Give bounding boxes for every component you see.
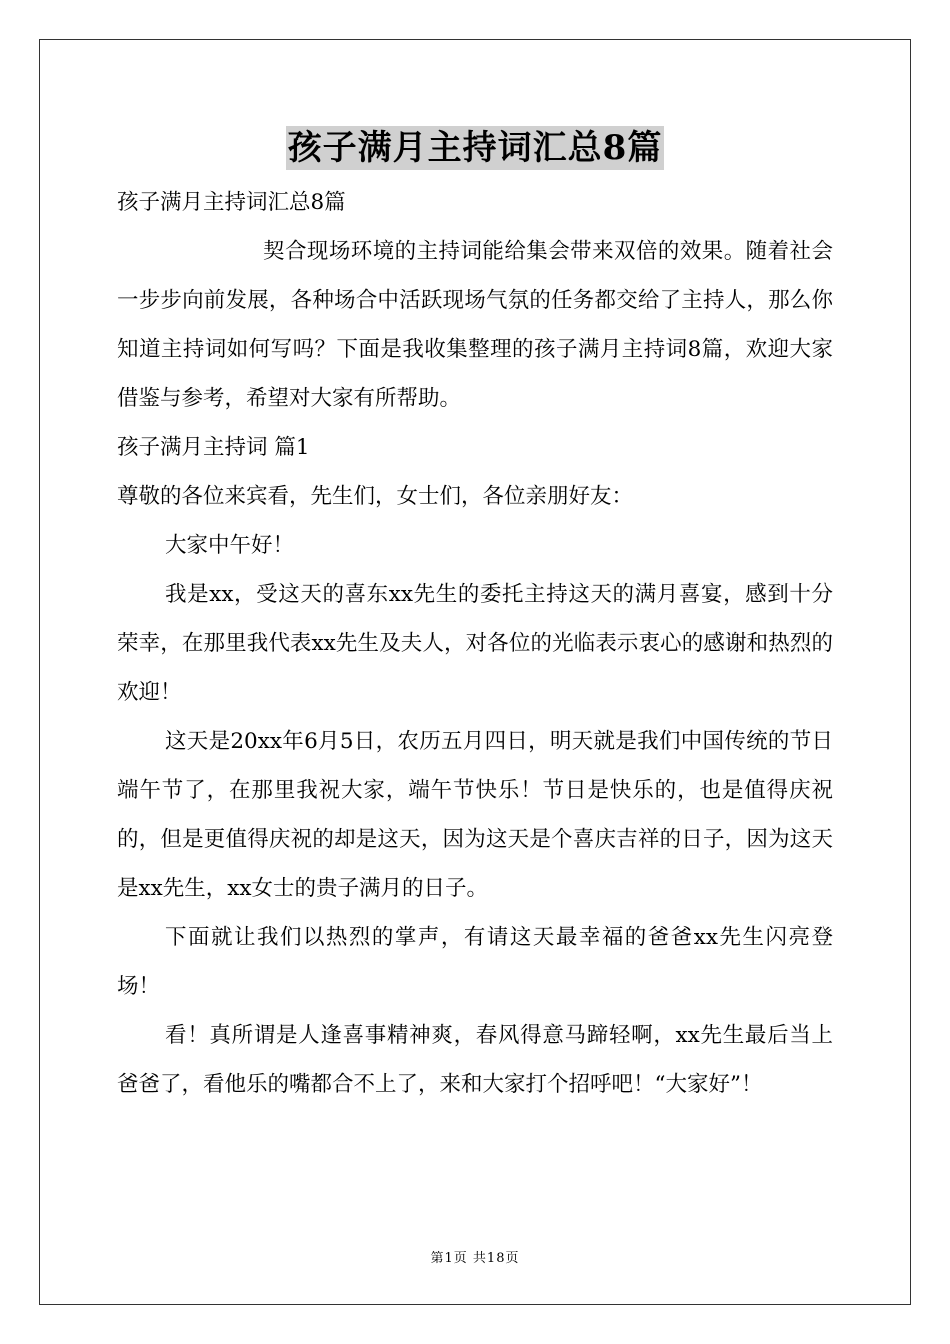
salutation: 尊敬的各位来宾看，先生们，女士们，各位亲朋好友： [117, 484, 634, 509]
intro-paragraph: 契合现场环境的主持词能给集会带来双倍的效果。随着社会一步步向前发展，各种场合中活跃现场气氛的任务都交给了主持人，那么你知道主持词如何写吗？下面是我收集整理的孩子满月主持词8篇，欢迎大家借鉴与参考，希望对大家有所帮助。 [117, 239, 833, 411]
page-footer: 第1页 共18页 [430, 1251, 520, 1266]
document-subtitle: 孩子满月主持词汇总8篇 [117, 190, 346, 215]
body-paragraph: 我是xx，受这天的喜东xx先生的委托主持这天的满月喜宴，感到十分荣幸，在那里我代表xx先生及夫人，对各位的光临表示衷心的感谢和热烈的欢迎！ [117, 582, 833, 705]
document-title: 孩子满月主持词汇总8篇 [287, 128, 663, 168]
greeting: 大家中午好！ [165, 533, 295, 558]
body-paragraph: 看！真所谓是人逢喜事精神爽，春风得意马蹄轻啊，xx先生最后当上爸爸了，看他乐的嘴都合不上了，来和大家打个招呼吧！“大家好”！ [117, 1023, 833, 1097]
section-heading: 孩子满月主持词 篇1 [117, 435, 310, 460]
document-body [117, 178, 833, 1109]
body-paragraph: 这天是20xx年6月5日，农历五月四日，明天就是我们中国传统的节日端午节了，在那里我祝大家，端午节快乐！节日是快乐的，也是值得庆祝的，但是更值得庆祝的却是这天，因为这天是个喜庆吉祥的日子，因为这天是xx先生，xx女士的贵子满月的日子。 [117, 729, 833, 901]
title-container [0, 126, 950, 170]
body-paragraph: 下面就让我们以热烈的掌声，有请这天最幸福的爸爸xx先生闪亮登场！ [117, 925, 833, 999]
